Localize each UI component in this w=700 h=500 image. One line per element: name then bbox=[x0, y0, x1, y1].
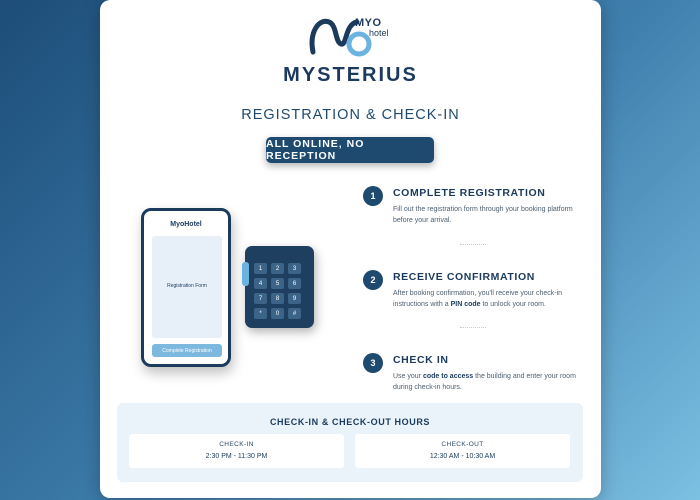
keypad-key: 8 bbox=[271, 293, 284, 304]
keypad-key: 2 bbox=[271, 263, 284, 274]
phone-form-area bbox=[152, 236, 222, 338]
keypad-key: 1 bbox=[254, 263, 267, 274]
checkin-hours: 2:30 PM - 11:30 PM bbox=[205, 453, 268, 460]
step-divider bbox=[460, 327, 486, 328]
keypad-key: * bbox=[254, 308, 267, 319]
logo-text-hotel: hotel bbox=[369, 28, 389, 38]
hours-panel bbox=[117, 403, 583, 482]
checkout-hours: 12:30 AM - 10:30 AM bbox=[429, 453, 496, 460]
step-desc-text: Use your bbox=[393, 373, 423, 380]
step-title: CHECK IN bbox=[393, 354, 449, 366]
phone-complete-button: Complete Registration bbox=[152, 344, 222, 357]
step-number-badge: 3 bbox=[363, 353, 383, 373]
keypad-key: 0 bbox=[271, 308, 284, 319]
step-desc-text: After booking confirmation, you'll receive your check-in instructions with a bbox=[393, 290, 563, 308]
keypad-key: 7 bbox=[254, 293, 267, 304]
info-card bbox=[100, 0, 601, 498]
keypad-key: 4 bbox=[254, 278, 267, 289]
step-title: RECEIVE CONFIRMATION bbox=[393, 271, 535, 283]
checkin-label: CHECK-IN bbox=[219, 441, 254, 448]
step-description bbox=[393, 371, 593, 393]
keypad-key: 6 bbox=[288, 278, 301, 289]
no-reception-badge: ALL ONLINE, NO RECEPTION bbox=[266, 137, 434, 163]
keypad-key: 5 bbox=[271, 278, 284, 289]
step-description bbox=[393, 288, 593, 310]
step-divider bbox=[460, 244, 486, 245]
keypad-key: 9 bbox=[288, 293, 301, 304]
step-description: Fill out the registration form through your booking platform before your arrival. bbox=[393, 206, 573, 224]
checkout-label: CHECK-OUT bbox=[441, 441, 484, 448]
page-subtitle: REGISTRATION & CHECK-IN bbox=[241, 107, 460, 123]
keypad-card-slot bbox=[242, 262, 249, 286]
pin-code-highlight: PIN code bbox=[450, 301, 481, 308]
checkin-box bbox=[129, 434, 344, 468]
access-code-highlight: code to access bbox=[422, 373, 474, 380]
step-desc-text: to unlock your room. bbox=[480, 301, 546, 308]
keypad-key: # bbox=[288, 308, 301, 319]
keypad-key: 3 bbox=[288, 263, 301, 274]
brand-name: MYSTERIUS bbox=[283, 64, 418, 86]
hours-title: CHECK-IN & CHECK-OUT HOURS bbox=[269, 417, 431, 427]
step-number-badge: 2 bbox=[363, 270, 383, 290]
checkout-box bbox=[355, 434, 570, 468]
phone-form-label: Registration Form bbox=[167, 283, 207, 289]
phone-illustration bbox=[141, 208, 231, 367]
keypad-keys bbox=[254, 263, 301, 319]
keypad-illustration bbox=[245, 246, 314, 328]
step-desc-text: the building and enter your room during check-in hours. bbox=[393, 373, 576, 391]
step-number-badge: 1 bbox=[363, 186, 383, 206]
step-title: COMPLETE REGISTRATION bbox=[393, 187, 546, 199]
logo-text-myo: MYO bbox=[355, 17, 382, 29]
phone-app-title: MyoHotel bbox=[170, 221, 202, 228]
